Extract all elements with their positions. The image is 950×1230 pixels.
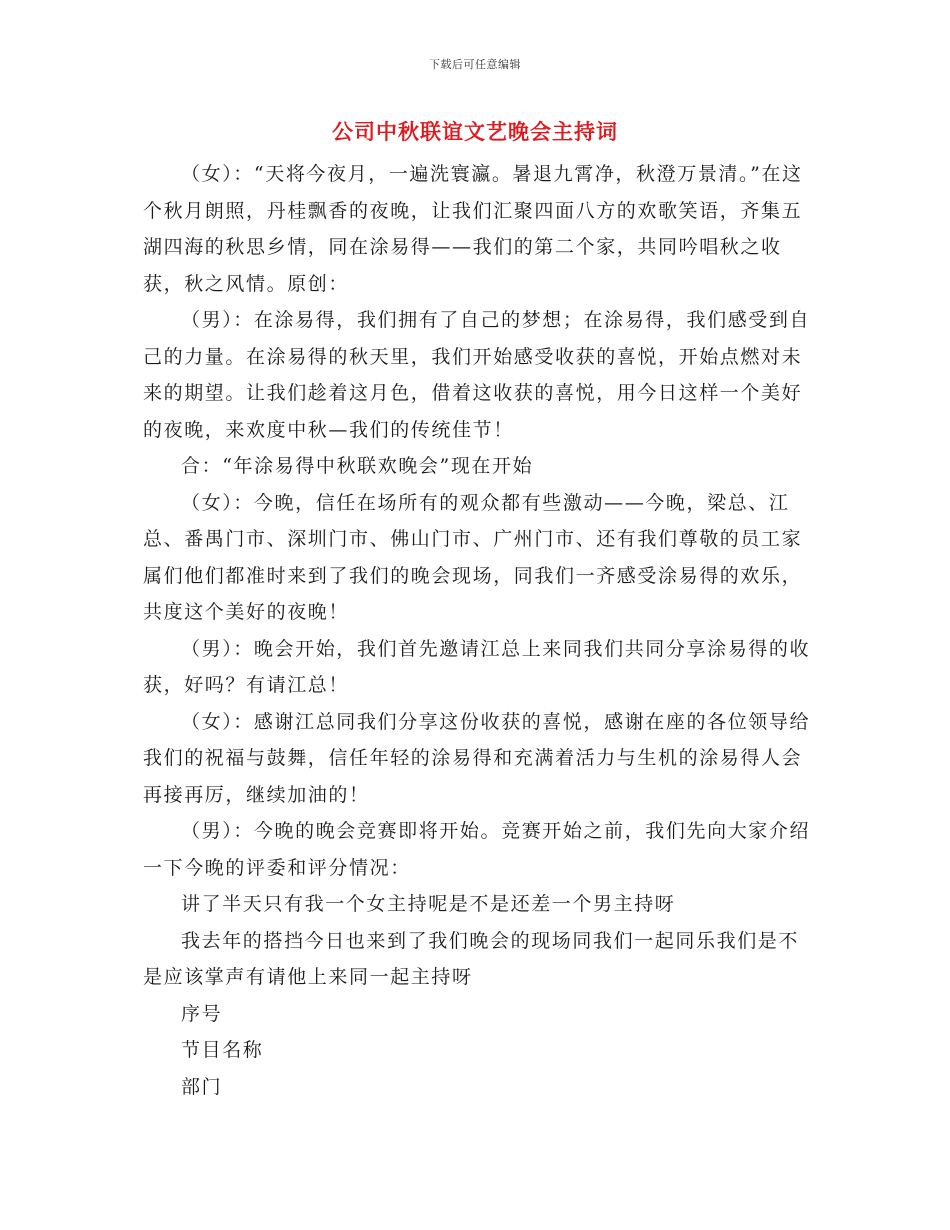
paragraph-female-host-remark: 讲了半天只有我一个女主持呢是不是还差一个男主持呀 [181,893,676,915]
paragraph-host-female-welcome: （女）：今晚，信任在场所有的观众都有些激动——今晚，梁总、江总、番禺门市、深圳门市、佛山门市、广州门市、还有我们尊敬的员工家属们他们都准时来到了我们的晚会现场，同我们一齐感受涂易得的欢乐，共度这个美好的夜晚！ [143,491,803,623]
page-header-note: 下载后可任意编辑 [429,58,521,71]
paragraph-together-announcement: 合：“年涂易得中秋联欢晚会”现在开始 [181,455,534,477]
table-heading-program-name: 节目名称 [181,1039,264,1061]
document-title: 公司中秋联谊文艺晚会主持词 [332,119,618,144]
paragraph-host-male-contest: （男）：今晚的晚会竞赛即将开始。竞赛开始之前，我们先向大家介绍一下今晚的评委和评分情况： [143,820,811,879]
document-body [143,156,811,1105]
paragraph-host-female-opening: （女）：“天将今夜月，一遍洗寰瀛。暑退九霄净，秋澄万景清。”在这个秋月朗照，丹桂飘香的夜晚，让我们汇聚四面八方的欢歌笑语，齐集五湖四海的秋思乡情，同在涂易得——我们的第二个家，共同吟唱秋之收获，秋之风情。原创： [143,163,803,295]
paragraph-host-male-opening: （男）：在涂易得，我们拥有了自己的梦想；在涂易得，我们感受到自己的力量。在涂易得的秋天里，我们开始感受收获的喜悦，开始点燃对未来的期望。让我们趁着这月色，借着这收获的喜悦，用今日这样一个美好的夜晚，来欢度中秋—我们的传统佳节！ [143,309,811,441]
paragraph-host-male-invite: （男）：晚会开始，我们首先邀请江总上来同我们共同分享涂易得的收获，好吗？有请江总！ [143,637,811,696]
table-heading-department: 部门 [181,1075,223,1098]
table-heading-number: 序号 [181,1002,223,1025]
paragraph-host-female-thanks: （女）：感谢江总同我们分享这份收获的喜悦，感谢在座的各位领导给我们的祝福与鼓舞，信任年轻的涂易得和充满着活力与生机的涂易得人会再接再厉，继续加油的！ [143,710,811,806]
paragraph-invite-partner: 我去年的搭挡今日也来到了我们晚会的现场同我们一起同乐我们是不是应该掌声有请他上来同一起主持呀 [143,929,800,988]
